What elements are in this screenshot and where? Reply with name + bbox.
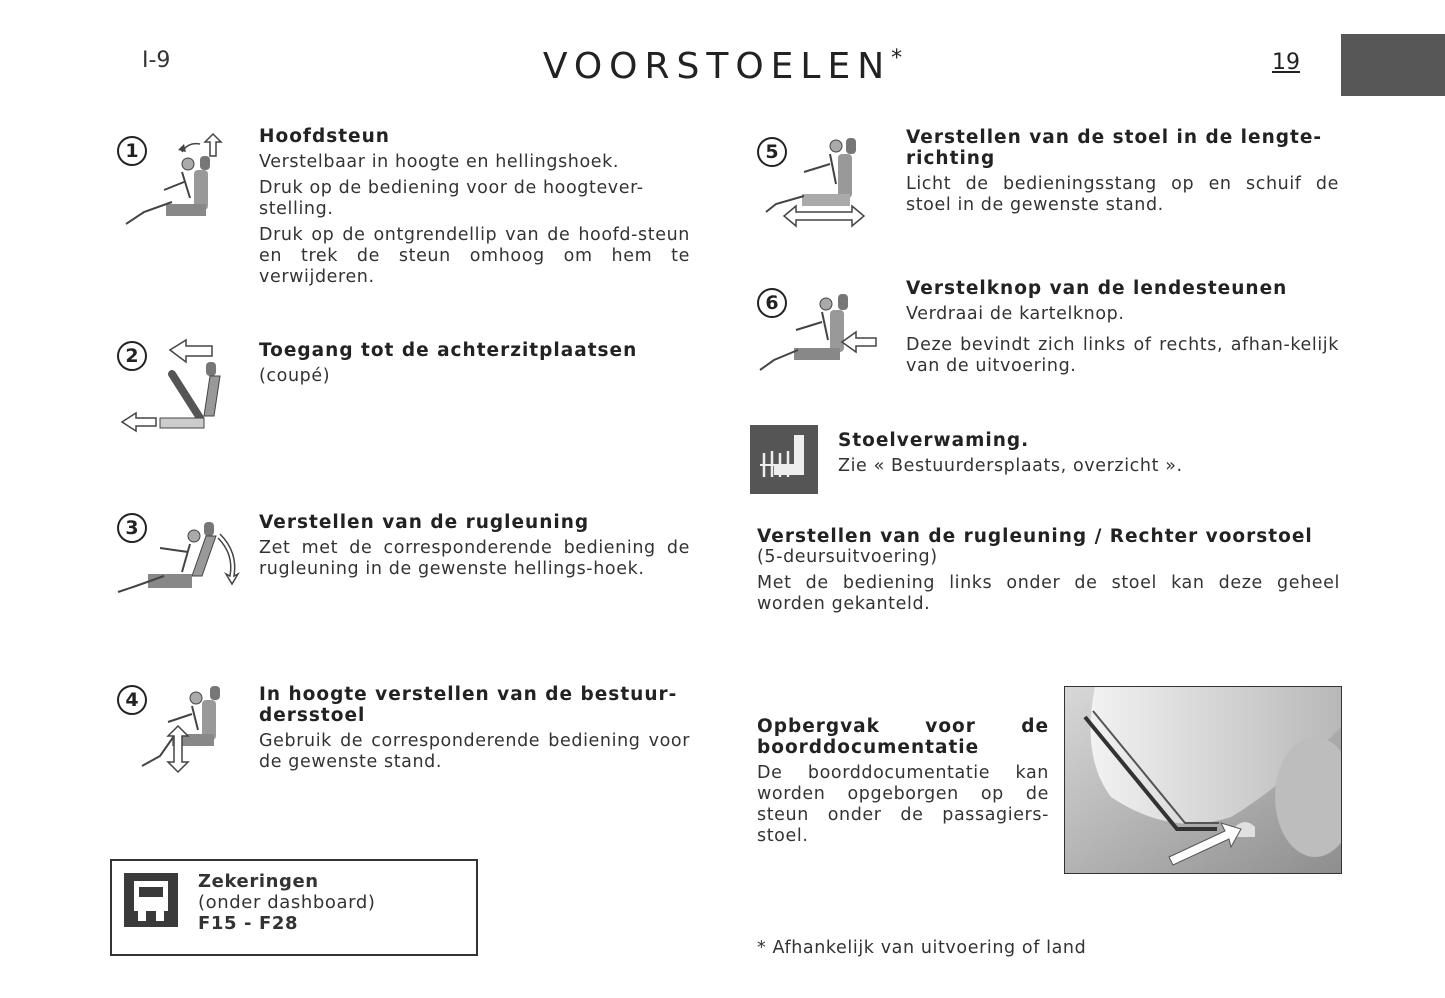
page-title <box>0 46 1445 87</box>
lumbar-support-icon <box>758 292 880 374</box>
backrest-text: Zet met de corresponderende bediening de rugleuning in de gewenste hellings-hoek. <box>259 538 690 579</box>
item-number-1: 1 <box>117 136 147 166</box>
rear-access-text: (coupé) <box>259 366 331 386</box>
item-number-5: 5 <box>757 137 787 167</box>
longitudinal-text: Licht de bedieningsstang op en schuif de stoel in de gewenste stand. <box>906 174 1339 215</box>
height-heading: In hoogte verstellen van de bestuur-dersstoel <box>259 684 678 726</box>
section-longitudinal <box>906 127 1339 216</box>
section-lumbar <box>906 278 1339 377</box>
longitudinal-heading: Verstellen van de stoel in de lengte-richting <box>906 127 1323 169</box>
backrest-right-heading: Verstellen van de rugleuning / Rechter voorstoel <box>757 526 1313 547</box>
backrest-right-text: Met de bediening links onder de stoel kan deze geheel worden gekanteld. <box>757 573 1340 614</box>
backrest-heading: Verstellen van de rugleuning <box>259 512 590 533</box>
fuse-text <box>198 871 376 934</box>
fuse-location: (onder dashboard) <box>198 892 376 913</box>
backrest-adjust-icon <box>116 514 242 598</box>
lumbar-text-1: Verdraai de kartelknop. <box>906 304 1125 324</box>
storage-text: De boorddocumentatie kan worden opgeborgen op de steun onder de passagiers-stoel. <box>757 763 1049 846</box>
headrest-text-1: Verstelbaar in hoogte en hellingshoek. <box>259 152 620 172</box>
section-seat-heating <box>838 430 1338 477</box>
rear-access-icon <box>118 336 228 436</box>
seat-heating-text: Zie « Bestuurdersplaats, overzicht ». <box>838 456 1183 476</box>
seat-heating-icon <box>750 425 818 494</box>
footnote: * Afhankelijk van uitvoering of land <box>757 938 1087 958</box>
page-title-text: VOORSTOELEN <box>542 46 892 87</box>
longitudinal-adjust-icon <box>764 134 874 228</box>
section-storage <box>757 716 1049 847</box>
item-number-3: 3 <box>117 513 147 543</box>
section-rear-access <box>259 340 690 387</box>
section-height <box>259 684 690 773</box>
backrest-right-subtitle: (5-deursuitvoering) <box>757 547 938 567</box>
item-number-2: 2 <box>117 341 147 371</box>
page-number: 19 <box>1272 50 1300 75</box>
height-adjust-icon <box>134 684 234 780</box>
section-backrest <box>259 512 690 580</box>
section-headrest <box>259 126 690 288</box>
fuse-info-box <box>110 859 478 956</box>
headrest-heading: Hoofdsteun <box>259 126 390 147</box>
height-text: Gebruik de corresponderende bediening voor de gewenste stand. <box>259 731 690 772</box>
fuse-codes: F15 - F28 <box>198 913 299 934</box>
headrest-text-2: Druk op de bediening voor de hoogtever-stelling. <box>259 178 644 219</box>
lumbar-text-2: Deze bevindt zich links of rechts, afhan-kelijk van de uitvoering. <box>906 335 1339 376</box>
headrest-adjust-icon <box>120 132 240 230</box>
section-reference: I-9 <box>142 48 171 73</box>
lumbar-heading: Verstelknop van de lendesteunen <box>906 278 1288 299</box>
headrest-text-3: Druk op de ontgrendellip van de hoofd-steun en trek de steun omhoog om hem te verwijderen. <box>259 225 690 287</box>
storage-photo <box>1064 686 1342 874</box>
fuse-title: Zekeringen <box>198 871 319 892</box>
chapter-tab <box>1341 34 1445 96</box>
section-backrest-right <box>757 526 1340 615</box>
page-title-marker: * <box>891 46 903 71</box>
storage-heading: Opbergvak voor de boorddocumentatie <box>757 716 1049 758</box>
rear-access-heading: Toegang tot de achterzitplaatsen <box>259 340 638 361</box>
item-number-6: 6 <box>757 288 787 318</box>
item-number-4: 4 <box>117 685 147 715</box>
seat-heating-heading: Stoelverwaming. <box>838 430 1030 451</box>
fuse-icon <box>124 873 178 927</box>
